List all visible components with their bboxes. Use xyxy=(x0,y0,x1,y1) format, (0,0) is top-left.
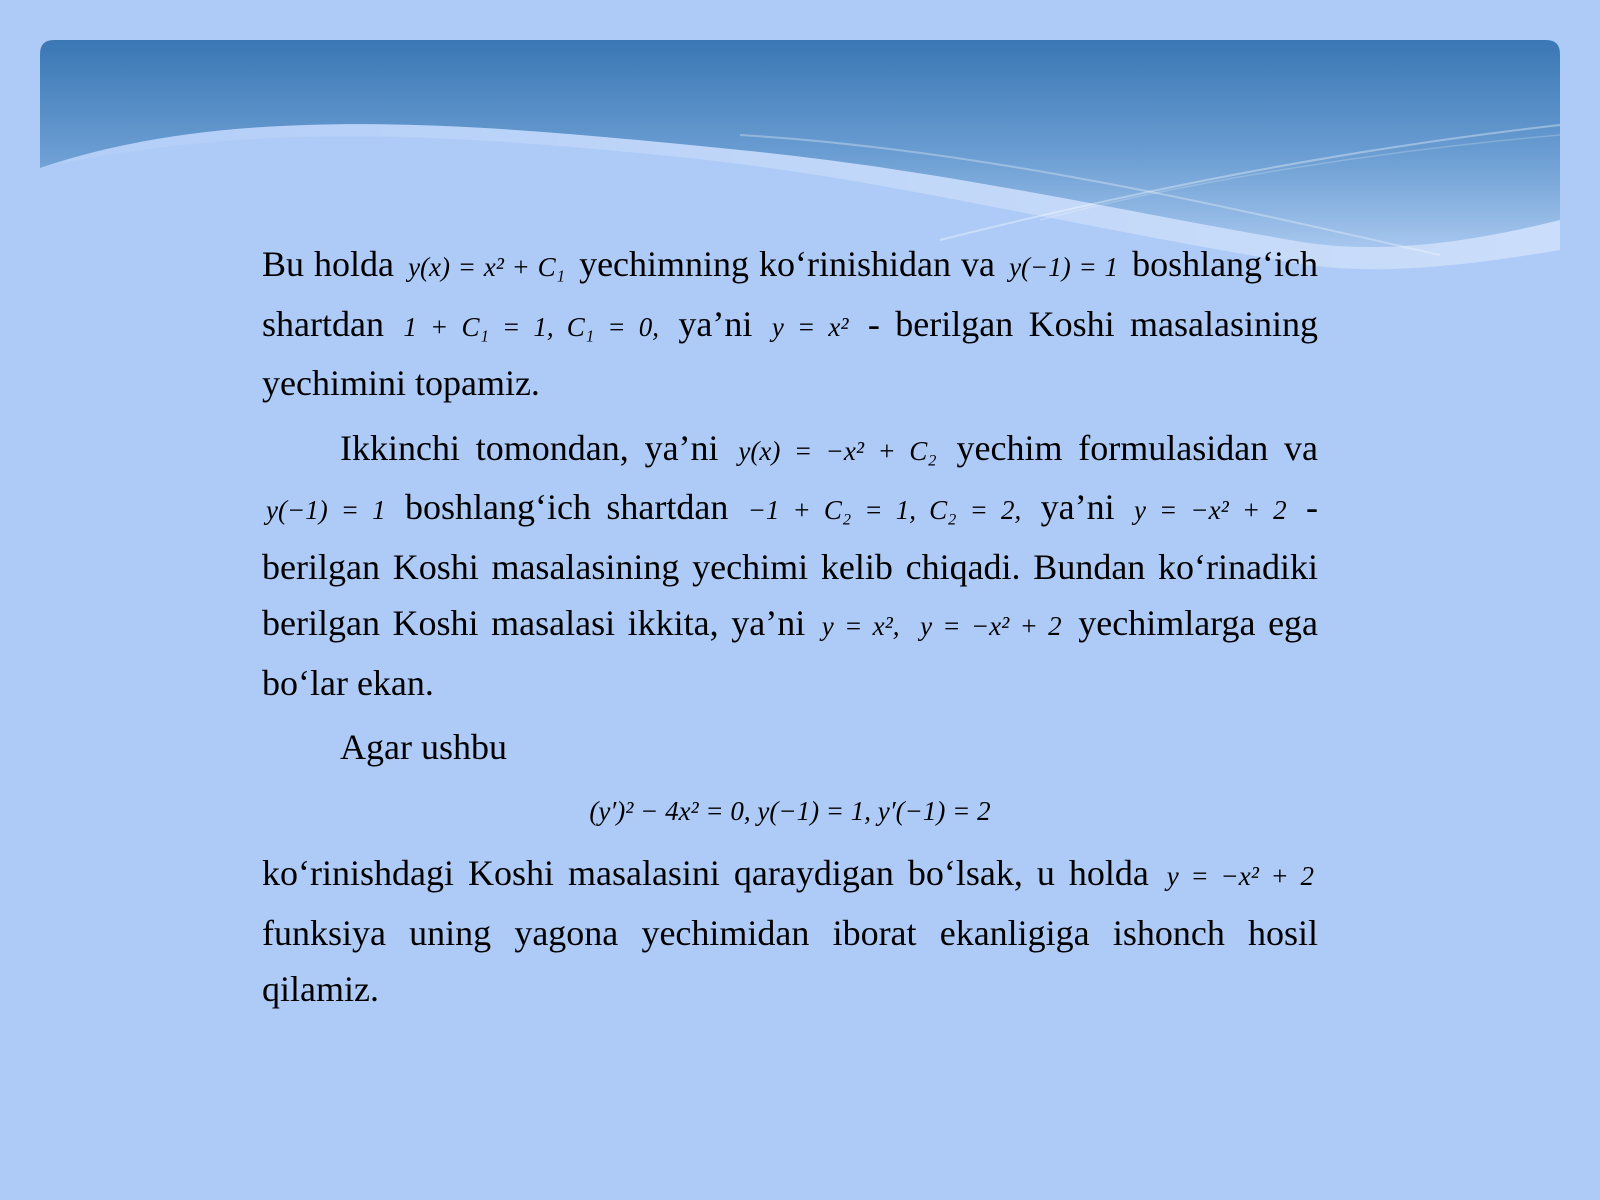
text: Bu holda xyxy=(262,244,395,284)
text: - berilgan Koshi masalasining yechimi kelib chiqadi. Bundan ko‘rinadiki berilgan Koshi masalasi ikkita, ya’ni xyxy=(262,487,1319,643)
text: yechim formulasidan va xyxy=(956,427,1319,468)
text: Agar ushbu xyxy=(340,727,507,767)
math-formula: y = −x² + 2 xyxy=(1133,495,1287,525)
text: funksiya uning yagona yechimidan iborat ekanligiga ishonch hosil qilamiz. xyxy=(262,912,1318,1009)
text: boshlang‘ich shartdan xyxy=(262,244,1319,344)
text: Ikkinchi tomondan, ya’ni xyxy=(340,427,719,468)
text: - berilgan Koshi masalasining yechimini topamiz. xyxy=(262,303,1319,403)
display-equation xyxy=(262,780,1318,840)
text: ya’ni xyxy=(1040,487,1115,527)
math-formula: y = x², xyxy=(821,611,900,641)
text: yechimning ko‘rinishidan va xyxy=(579,244,996,284)
math-formula: y = −x² + 2 xyxy=(1166,861,1314,891)
paragraph-4 xyxy=(262,845,1318,1018)
math-formula: −1 + C₂ = 1, C₂ = 2, xyxy=(747,495,1022,525)
paragraph-3 xyxy=(262,719,1318,776)
math-formula: y = −x² + 2 xyxy=(920,611,1062,641)
math-formula: y(−1) = 1 xyxy=(1009,252,1119,282)
paragraph-1 xyxy=(262,236,1318,412)
math-formula: y(x) = −x² + C₂ xyxy=(738,435,937,466)
text: yechimlarga ega bo‘lar ekan. xyxy=(262,603,1319,703)
text: ya’ni xyxy=(678,303,753,344)
math-formula: 1 + C₁ = 1, C₁ = 0, xyxy=(403,311,659,342)
paragraph-2 xyxy=(262,420,1318,712)
text: boshlang‘ich shartdan xyxy=(405,487,729,527)
math-formula: y(−1) = 1 xyxy=(266,495,386,525)
math-formula: y = x² xyxy=(771,311,849,342)
math-formula: (y′)² − 4x² = 0, y(−1) = 1, y′(−1) = 2 xyxy=(589,795,991,826)
text: ko‘rinishdagi Koshi masalasini qaraydigan bo‘lsak, u holda xyxy=(262,853,1149,893)
math-formula: y(x) = x² + C₁ xyxy=(408,252,566,282)
slide-content xyxy=(262,236,1318,1018)
